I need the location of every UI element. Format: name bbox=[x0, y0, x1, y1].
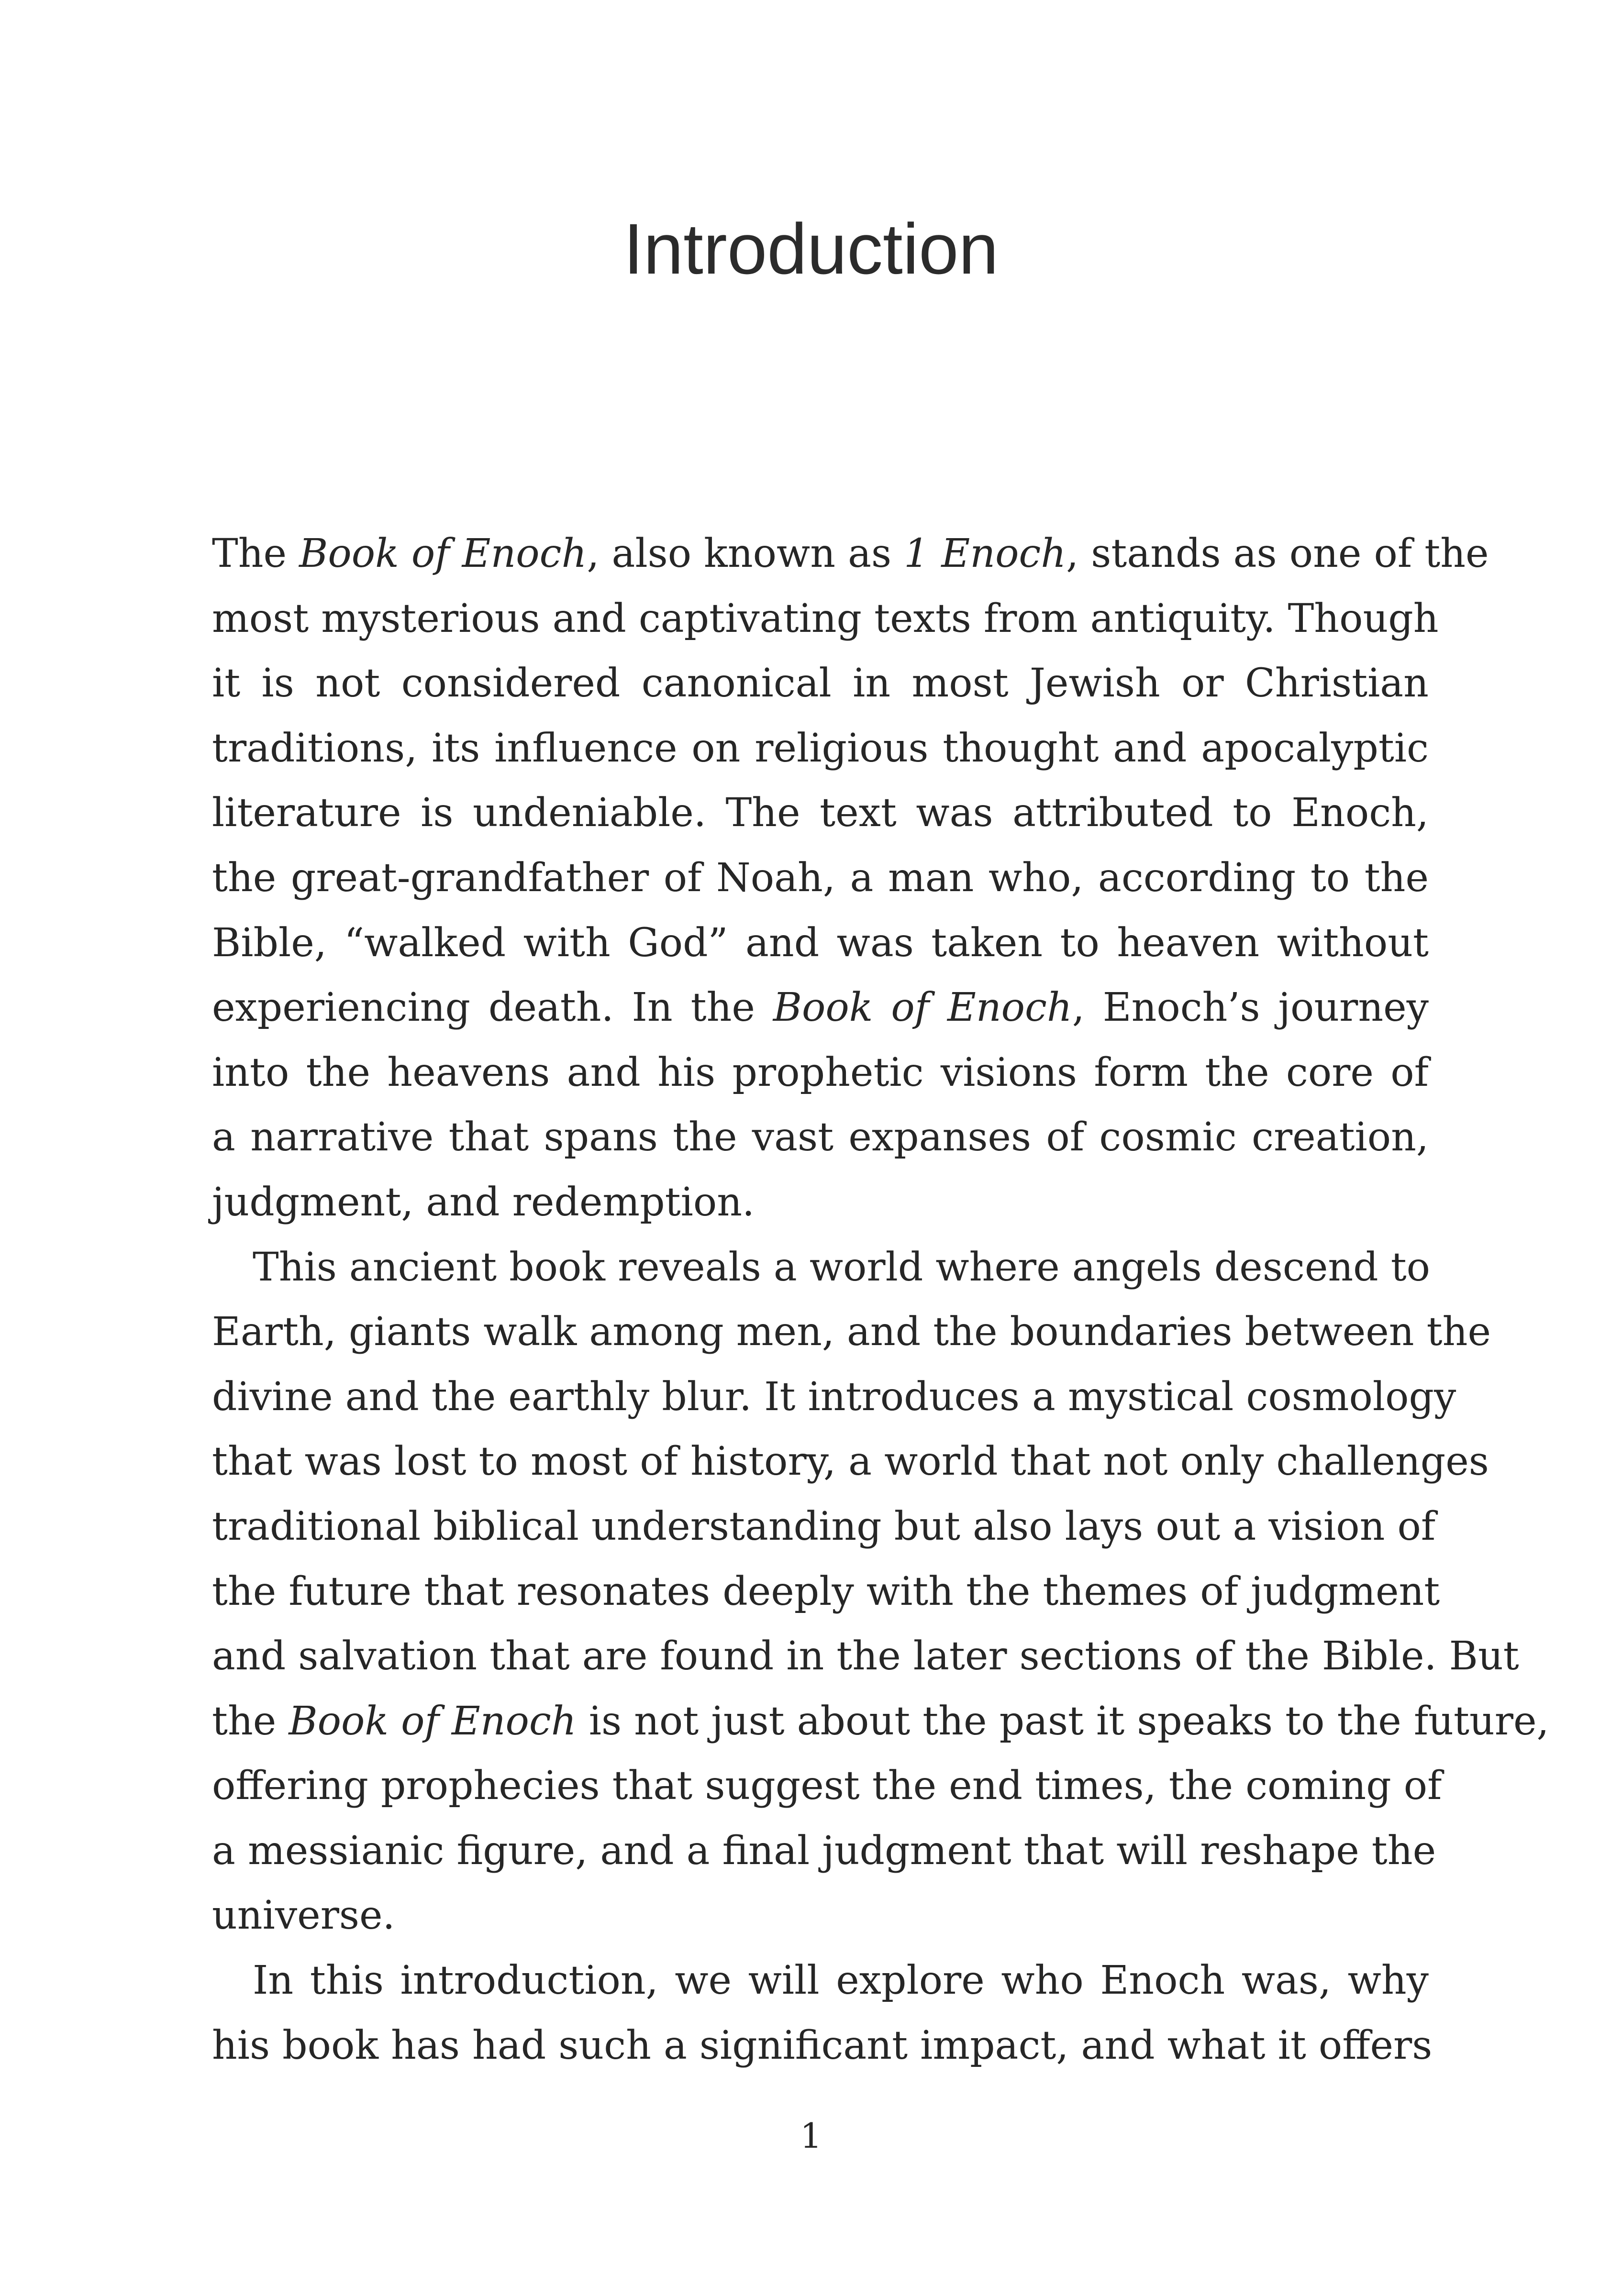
text-line bbox=[212, 1883, 1429, 1948]
text-run: The bbox=[212, 531, 300, 576]
italic-title: Book of Enoch bbox=[299, 531, 587, 576]
italic-title: 1 Enoch bbox=[904, 531, 1067, 576]
text-run: into the heavens and his prophetic visions form the core of bbox=[212, 1049, 1429, 1095]
text-run: offering prophecies that suggest the end times, the coming of bbox=[212, 1763, 1442, 1809]
text-run: the great-grandfather of Noah, a man who, according to the bbox=[212, 855, 1429, 901]
text-line bbox=[212, 911, 1429, 976]
page-title: Introduction bbox=[623, 209, 999, 289]
text-line bbox=[212, 1754, 1442, 1819]
text-run: experiencing death. In the bbox=[212, 985, 773, 1031]
text-line bbox=[212, 1494, 1436, 1559]
text-run: it is not considered canonical in most Jewish or Christian bbox=[212, 661, 1429, 706]
text-run: that was lost to most of history, a world that not only challenges bbox=[212, 1439, 1489, 1485]
text-line bbox=[212, 781, 1429, 846]
text-run: , Enoch’s journey bbox=[1072, 985, 1429, 1031]
text-line bbox=[212, 1948, 1429, 2013]
text-run: traditional biblical understanding but also lays out a vision of bbox=[212, 1503, 1436, 1549]
italic-title: Book of Enoch bbox=[289, 1698, 577, 1744]
text-run: the bbox=[212, 1698, 289, 1744]
text-line bbox=[212, 521, 1489, 586]
text-run: , stands as one of the bbox=[1066, 531, 1489, 576]
text-line bbox=[212, 846, 1429, 911]
text-run: and salvation that are found in the later sections of the Bible. But bbox=[212, 1634, 1519, 1679]
text-run: divine and the earthly blur. It introduces a mystical cosmology bbox=[212, 1374, 1456, 1420]
text-line bbox=[212, 1040, 1429, 1105]
text-line bbox=[212, 1819, 1436, 1884]
text-run: is not just about the past it speaks to the future, bbox=[576, 1698, 1549, 1744]
text-line bbox=[212, 1170, 1429, 1235]
text-line bbox=[212, 2013, 1433, 2078]
text-run: the future that resonates deeply with the themes of judgment bbox=[212, 1568, 1440, 1614]
text-line bbox=[212, 1429, 1489, 1494]
text-line bbox=[212, 1365, 1456, 1430]
text-run: , also known as bbox=[587, 531, 904, 576]
text-line bbox=[212, 716, 1429, 781]
text-line bbox=[212, 1624, 1519, 1689]
body-text bbox=[212, 521, 1549, 2078]
text-run: judgment, and redemption. bbox=[212, 1179, 755, 1225]
text-line bbox=[212, 651, 1429, 716]
text-run: universe. bbox=[212, 1893, 395, 1939]
italic-title: Book of Enoch bbox=[773, 985, 1072, 1031]
text-line bbox=[212, 1300, 1491, 1365]
text-line bbox=[212, 1105, 1429, 1170]
page-number: 1 bbox=[800, 2116, 822, 2156]
text-run: his book has had such a significant impact, and what it offers bbox=[212, 2022, 1433, 2068]
text-run: traditions, its influence on religious thought and apocalyptic bbox=[212, 725, 1429, 771]
text-line bbox=[212, 1235, 1429, 1300]
text-run: Bible, “walked with God” and was taken to heaven without bbox=[212, 920, 1429, 966]
text-line bbox=[212, 1689, 1549, 1754]
text-line bbox=[212, 1559, 1440, 1624]
text-run: This ancient book reveals a world where angels descend to bbox=[253, 1244, 1431, 1290]
text-line bbox=[212, 586, 1439, 651]
text-run: In this introduction, we will explore who Enoch was, why bbox=[253, 1958, 1429, 2004]
text-line bbox=[212, 975, 1429, 1040]
text-run: a narrative that spans the vast expanses of cosmic creation, bbox=[212, 1115, 1429, 1160]
text-run: most mysterious and captivating texts from antiquity. Though bbox=[212, 596, 1439, 641]
text-run: a messianic figure, and a final judgment that will reshape the bbox=[212, 1828, 1436, 1874]
text-run: Earth, giants walk among men, and the boundaries between the bbox=[212, 1309, 1491, 1355]
text-run: literature is undeniable. The text was attributed to Enoch, bbox=[212, 790, 1429, 836]
